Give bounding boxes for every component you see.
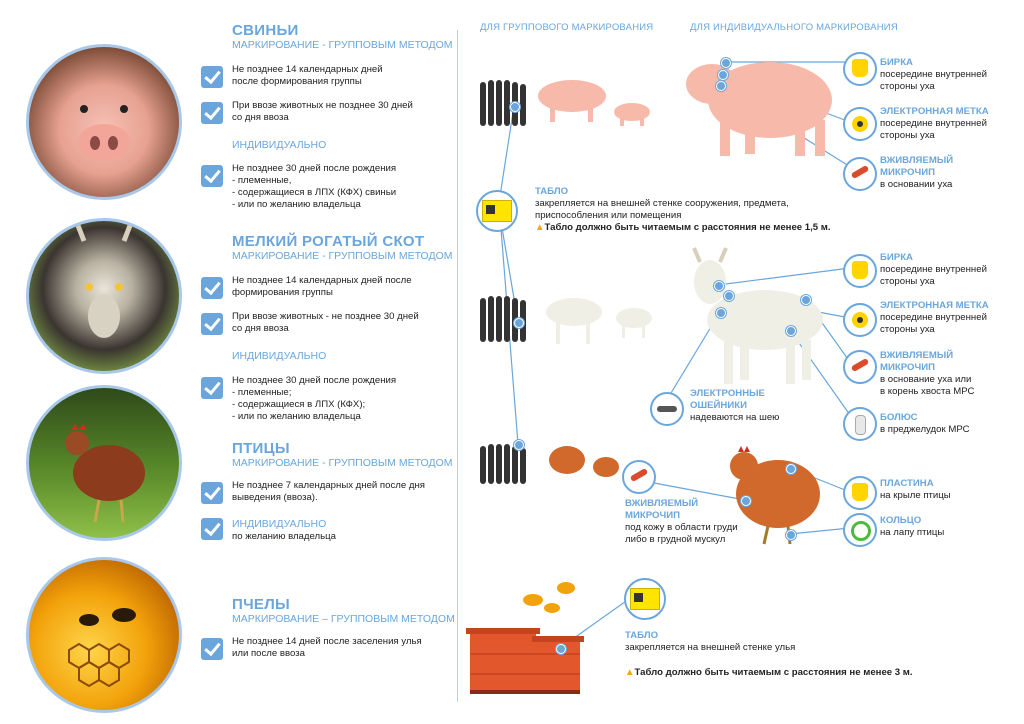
fence-icon — [480, 444, 526, 484]
pig-method-microchip: ВЖИВЛЯЕМЫЙ МИКРОЧИП в основании уха — [880, 155, 954, 190]
microchip-icon — [843, 350, 877, 384]
marker-dot — [716, 308, 726, 318]
microchip-icon — [622, 460, 656, 494]
pigs-group-item-2: При ввозе животных не позднее 30 дней со дня ввоза — [232, 100, 413, 123]
marker-dot — [741, 496, 751, 506]
sheep-group-item-2: При ввозе животных - не позднее 30 дней со дня ввоза — [232, 311, 419, 334]
big-hen-icon — [730, 452, 820, 528]
hive-tablo-info: ТАБЛО закрепляется на внешней стенке улья — [625, 630, 796, 653]
pigs-title: СВИНЬИ — [232, 22, 299, 39]
goats-small-icon — [546, 298, 652, 344]
bees-group-subtitle: МАРКИРОВАНИЕ – ГРУППОВЫМ МЕТОДОМ — [232, 613, 455, 625]
pigs-individual-item: Не позднее 30 дней после рождения - племенные, - содержащиеся в ЛПХ (КФХ) свиньи - или по желанию владельца — [232, 163, 397, 210]
pigs-group-item-1: Не позднее 14 календарных дней после формирования группы — [232, 64, 383, 87]
piglets-icon — [538, 80, 650, 126]
marker-dot — [718, 70, 728, 80]
sheep-title: МЕЛКИЙ РОГАТЫЙ СКОТ — [232, 233, 425, 250]
collar-info: ЭЛЕКТРОННЫЕ ОШЕЙНИКИ надеваются на шею — [690, 388, 780, 423]
bird-method-plate: ПЛАСТИНА на крыле птицы — [880, 478, 951, 501]
birds-group-subtitle: МАРКИРОВАНИЕ - ГРУППОВЫМ МЕТОДОМ — [232, 457, 453, 469]
pig-method-ear-tag: БИРКА посередине внутренней стороны уха — [880, 57, 987, 92]
tablo-info: ТАБЛО закрепляется на внешней стенке сооружения, предмета, приспособления или помещения ▲Табло должно быть читаемым с расстояния не менее 1,5 м. — [535, 186, 831, 233]
marker-dot — [786, 326, 796, 336]
sheep-method-bolus: БОЛЮС в преджелудок МРС — [880, 412, 970, 435]
warning-icon: ▲ — [535, 222, 545, 233]
bird-microchip-info: ВЖИВЛЯЕМЫЙ МИКРОЧИП под кожу в области груди либо в грудной мускул — [625, 498, 738, 545]
electronic-tag-icon — [843, 107, 877, 141]
bird-method-ring: КОЛЬЦО на лапу птицы — [880, 515, 945, 538]
marker-dot — [556, 644, 566, 654]
ear-tag-icon — [843, 254, 877, 288]
sheep-individual-item: Не позднее 30 дней после рождения - племенные; - содержащиеся в ЛПХ (КФХ); - или по желанию владельца — [232, 375, 397, 422]
tablo-warning: Табло должно быть читаемым с расстояния не менее 1,5 м. — [544, 222, 831, 233]
wing-plate-icon — [843, 476, 877, 510]
tablo-icon — [476, 190, 518, 232]
warning-icon: ▲ — [625, 667, 635, 678]
microchip-icon — [843, 157, 877, 191]
marker-dot — [514, 440, 524, 450]
beehive-icon — [466, 628, 584, 694]
pigs-individual-subtitle: ИНДИВИДУАЛЬНО — [232, 139, 327, 151]
marker-dot — [786, 530, 796, 540]
marker-dot — [721, 58, 731, 68]
birds-group-item-1: Не позднее 7 календарных дней после дня выведения (ввоза). — [232, 480, 425, 503]
sheep-method-microchip: ВЖИВЛЯЕМЫЙ МИКРОЧИП в основание уха или в корень хвоста МРС — [880, 350, 975, 397]
birds-individual-text: по желанию владельца — [232, 531, 336, 542]
chickens-small-icon — [549, 446, 619, 477]
sheep-method-electronic-tag: ЭЛЕКТРОННАЯ МЕТКА посередине внутренней стороны уха — [880, 300, 989, 335]
hive-tablo-warning: ▲Табло должно быть читаемым с расстояния не менее 3 м. — [625, 667, 913, 678]
tablo-icon — [624, 578, 666, 620]
marker-dot — [724, 291, 734, 301]
sheep-method-ear-tag: БИРКА посередине внутренней стороны уха — [880, 252, 987, 287]
marker-dot — [714, 281, 724, 291]
big-goat-icon — [694, 260, 823, 384]
pigs-group-subtitle: МАРКИРОВАНИЕ - ГРУППОВЫМ МЕТОДОМ — [232, 39, 453, 51]
ear-tag-icon — [843, 52, 877, 86]
electronic-tag-icon — [843, 303, 877, 337]
bees-group-item-1: Не позднее 14 дней после заселения улья или после ввоза — [232, 636, 422, 659]
bolus-icon — [843, 407, 877, 441]
sheep-individual-subtitle: ИНДИВИДУАЛЬНО — [232, 350, 327, 362]
bees-icon — [523, 582, 575, 613]
sheep-group-subtitle: МАРКИРОВАНИЕ - ГРУППОВЫМ МЕТОДОМ — [232, 250, 453, 262]
marker-dot — [716, 81, 726, 91]
pig-method-electronic-tag: ЭЛЕКТРОННАЯ МЕТКА посередине внутренней стороны уха — [880, 106, 989, 141]
marker-dot — [786, 464, 796, 474]
collar-icon — [650, 392, 684, 426]
fence-icon — [480, 80, 526, 126]
birds-individual-subtitle: ИНДИВИДУАЛЬНО — [232, 518, 327, 530]
individual-marking-header: ДЛЯ ИНДИВИДУАЛЬНОГО МАРКИРОВАНИЯ — [690, 22, 898, 33]
marker-dot — [510, 102, 520, 112]
group-marking-header: ДЛЯ ГРУППОВОГО МАРКИРОВАНИЯ — [480, 22, 654, 33]
marker-dot — [801, 295, 811, 305]
leg-ring-icon — [843, 513, 877, 547]
marker-dot — [514, 318, 524, 328]
sheep-group-item-1: Не позднее 14 календарных дней после формирования группы — [232, 275, 412, 298]
birds-title: ПТИЦЫ — [232, 440, 290, 457]
bees-title: ПЧЕЛЫ — [232, 596, 291, 613]
